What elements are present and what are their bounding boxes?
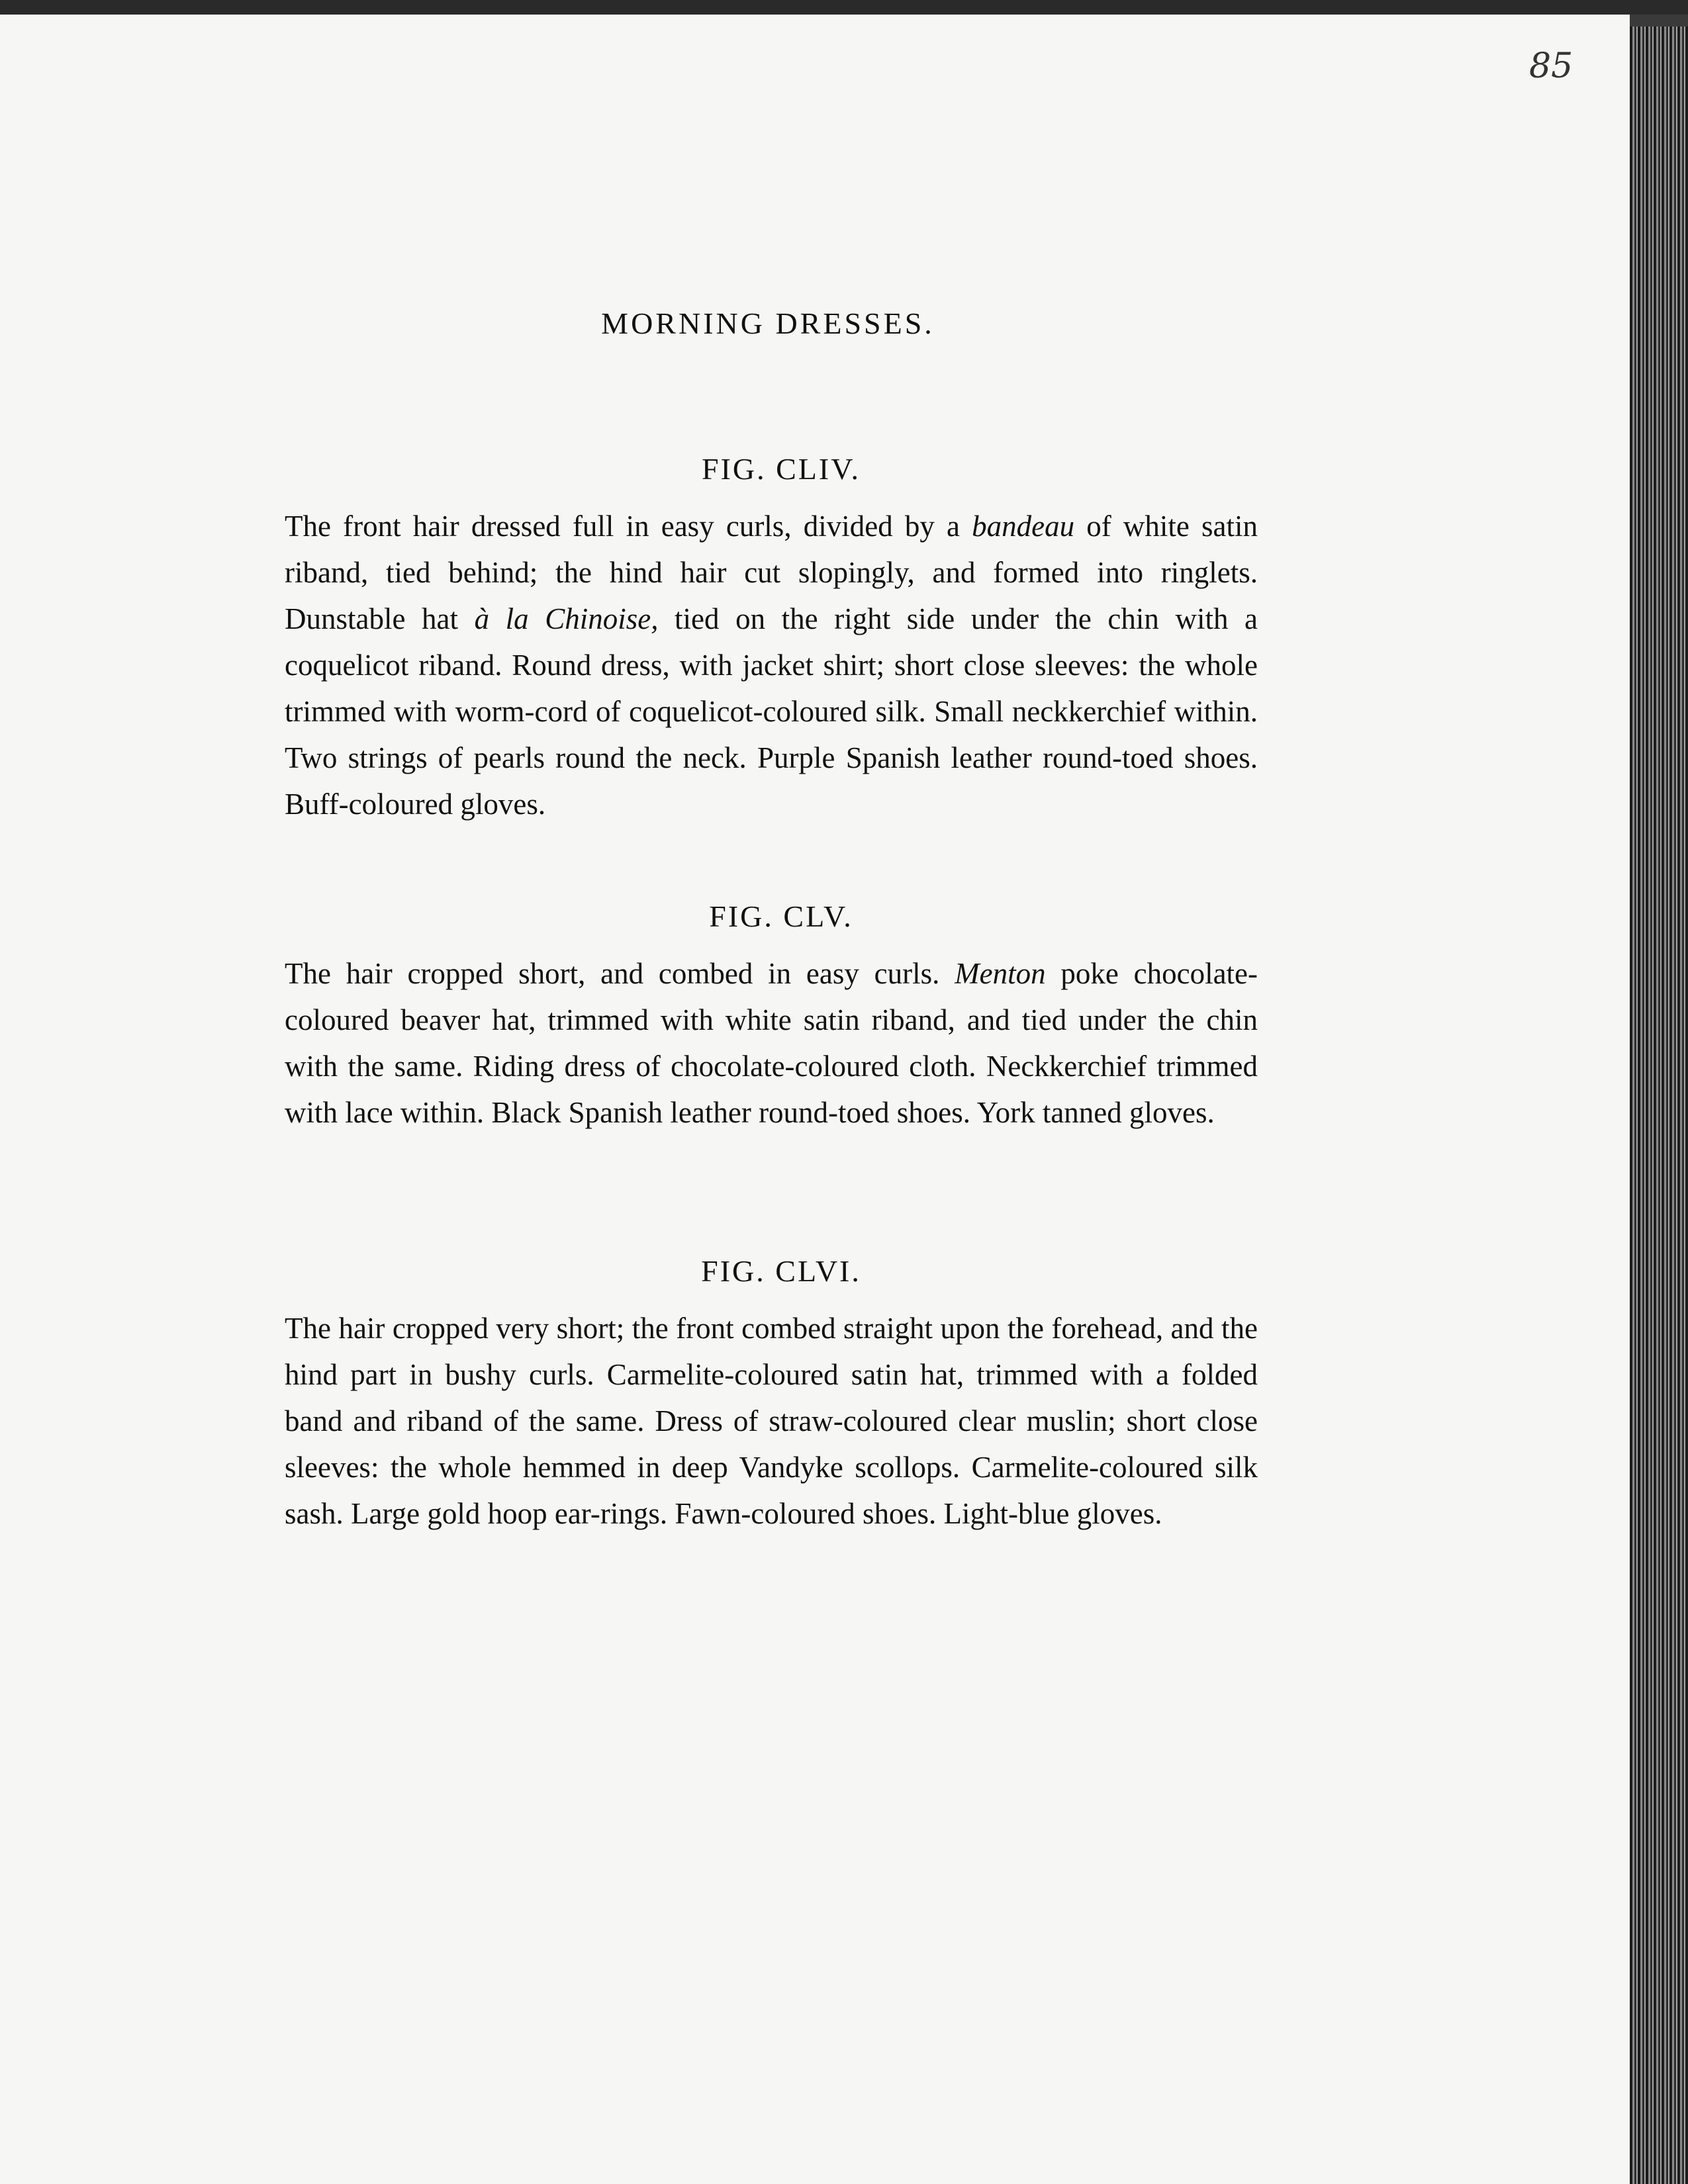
book-page-edges	[1630, 26, 1688, 2184]
figure-description-clv	[285, 950, 1258, 1136]
desc-part: tied on the right side under the chin with a coquelicot riband. Round dress, with jacket shirt; short close sleeves: the whole trimmed with worm-cord of coquelicot-coloured silk. Small neckkerchief within. Two strings of pearls round the neck. Purple Spanish leather round-toed shoes. Buff-coloured gloves.	[285, 602, 1258, 821]
figure-description-clvi	[285, 1305, 1258, 1537]
desc-part-italic: à la Chinoise,	[474, 602, 659, 635]
desc-part: The hair cropped very short; the front combed straight upon the forehead, and the hind part in bushy curls. Carmelite-coloured satin hat, trimmed with a folded band and riband of the same. Dress of straw-coloured clear muslin; short close sleeves: the whole hemmed in deep Vandyke scollops. Carmelite-coloured silk sash. Large gold hoop ear-rings. Fawn-coloured shoes. Light-blue gloves.	[285, 1312, 1258, 1530]
desc-part: The front hair dressed full in easy curls, divided by a	[285, 510, 972, 543]
desc-part: of white satin riband, tied behind; the hind hair cut slopingly, and formed into ringlets. Dunstable hat	[285, 510, 1258, 635]
desc-part: poke chocolate-coloured beaver hat, trimmed with white satin riband, and tied under the chin with the same. Riding dress of chocolate-coloured cloth. Neckkerchief trimmed with lace within. Black Spanish leather round-toed shoes. York tanned gloves.	[285, 957, 1258, 1129]
page-title: MORNING DRESSES.	[601, 306, 935, 340]
scan-top-edge	[0, 0, 1688, 15]
figure-heading-cliv: FIG. CLIV.	[701, 452, 861, 486]
desc-part: The hair cropped short, and combed in easy curls.	[285, 957, 955, 990]
page-number: 85	[1529, 46, 1573, 86]
figure-heading-clv: FIG. CLV.	[709, 899, 853, 933]
figure-heading-clvi: FIG. CLVI.	[701, 1254, 861, 1288]
book-page	[0, 15, 1630, 2184]
figure-description-cliv	[285, 503, 1258, 827]
desc-part-italic: bandeau	[972, 510, 1075, 543]
desc-part-italic: Menton	[955, 957, 1046, 990]
